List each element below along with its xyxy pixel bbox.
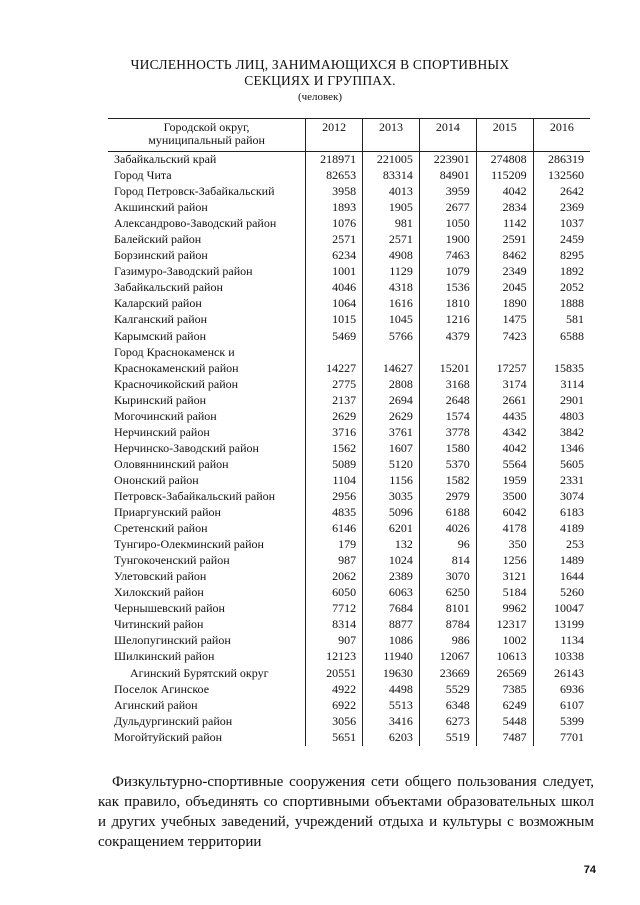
value-cell: 1574 [419,409,476,425]
value-cell: 5564 [476,457,533,473]
region-name-cell: Карымский район [114,328,206,343]
region-name-cell: Могочинский район [114,408,217,423]
table-row [108,617,590,633]
region-name-cell: Тунгокоченский район [114,553,230,568]
value-cell: 2694 [363,393,420,409]
value-cell: 987 [306,553,363,569]
table-header-row [108,119,590,152]
value-cell: 1037 [533,216,590,232]
region-name-cell: Поселок Агинское [114,681,210,696]
value-cell: 1134 [533,633,590,649]
value-cell: 4342 [476,425,533,441]
value-cell: 2349 [476,264,533,280]
value-cell: 6107 [533,698,590,714]
table-row [108,232,590,248]
value-cell: 96 [419,537,476,553]
value-cell: 5605 [533,457,590,473]
value-cell: 5448 [476,714,533,730]
value-cell: 3778 [419,425,476,441]
value-cell: 1888 [533,296,590,312]
value-cell: 1616 [363,296,420,312]
value-cell: 2571 [306,232,363,248]
value-cell: 8101 [419,601,476,617]
table-row [108,184,590,200]
table-row [108,280,590,296]
value-cell: 2648 [419,393,476,409]
region-name-cell: Борзинский район [114,248,208,263]
region-name-cell: Кыринский район [114,392,207,407]
value-cell: 4042 [476,441,533,457]
value-cell: 2629 [363,409,420,425]
region-name-cell: Агинский район [114,697,198,712]
value-cell: 4318 [363,280,420,296]
value-cell: 6183 [533,505,590,521]
region-header-line-1: Городской округ, [163,120,250,134]
region-name-cell: Забайкальский край [114,152,217,166]
statistics-table [108,118,590,746]
table-row [108,682,590,698]
value-cell: 83314 [363,168,420,184]
value-cell [306,345,363,361]
value-cell: 1900 [419,232,476,248]
value-cell: 20551 [306,666,363,682]
value-cell: 1015 [306,312,363,328]
value-cell: 7684 [363,601,420,617]
value-cell: 907 [306,633,363,649]
value-cell: 7463 [419,248,476,264]
value-cell: 4189 [533,521,590,537]
value-cell: 9962 [476,601,533,617]
value-cell: 2591 [476,232,533,248]
value-cell: 4922 [306,682,363,698]
value-cell: 15201 [419,361,476,377]
value-cell: 253 [533,537,590,553]
value-cell: 3716 [306,425,363,441]
value-cell: 1346 [533,441,590,457]
value-cell: 1644 [533,569,590,585]
value-cell [476,345,533,361]
value-cell: 4046 [306,280,363,296]
value-cell: 1142 [476,216,533,232]
value-cell: 6188 [419,505,476,521]
value-cell: 7701 [533,730,590,746]
value-cell: 6348 [419,698,476,714]
value-cell: 2062 [306,569,363,585]
value-cell: 1256 [476,553,533,569]
value-cell: 17257 [476,361,533,377]
value-cell: 3500 [476,489,533,505]
region-name-cell: Приаргунский район [114,505,221,520]
value-cell: 274808 [476,152,533,169]
region-name-cell: Нерчинский район [114,424,210,439]
value-cell: 5529 [419,682,476,698]
value-cell: 581 [533,312,590,328]
region-name-cell: Краснокаменский район [114,360,239,375]
value-cell: 1104 [306,473,363,489]
value-cell: 2901 [533,393,590,409]
value-cell: 7487 [476,730,533,746]
region-name-cell: Акшинский район [114,200,208,215]
value-cell: 14627 [363,361,420,377]
value-cell: 4803 [533,409,590,425]
region-name-cell: Чернышевский район [114,601,225,616]
value-cell: 986 [419,633,476,649]
value-cell: 12317 [476,617,533,633]
value-cell: 1582 [419,473,476,489]
value-cell: 3761 [363,425,420,441]
value-cell: 1536 [419,280,476,296]
table-row [108,361,590,377]
value-cell: 10338 [533,649,590,665]
value-cell: 4908 [363,248,420,264]
value-cell: 1156 [363,473,420,489]
value-cell: 5120 [363,457,420,473]
region-name-cell: Улетовский район [114,569,207,584]
title-line-1: ЧИСЛЕННОСТЬ ЛИЦ, ЗАНИМАЮЩИХСЯ В СПОРТИВНЫХ [130,57,510,72]
table-row [108,345,590,361]
value-cell: 7712 [306,601,363,617]
value-cell: 3842 [533,425,590,441]
value-cell: 2369 [533,200,590,216]
region-column-header [108,119,306,152]
value-cell: 115209 [476,168,533,184]
value-cell: 3056 [306,714,363,730]
region-name-cell: Дульдургинский район [114,713,233,728]
table-row [108,425,590,441]
region-name-cell: Оловяннинский район [114,456,229,471]
value-cell: 2979 [419,489,476,505]
table-row [108,537,590,553]
value-cell: 12067 [419,649,476,665]
region-name-cell: Забайкальский район [114,280,223,295]
value-cell: 2677 [419,200,476,216]
year-column-header: 2016 [533,119,590,152]
value-cell: 4435 [476,409,533,425]
table-row [108,730,590,746]
year-column-header: 2015 [476,119,533,152]
value-cell: 6249 [476,698,533,714]
value-cell: 6273 [419,714,476,730]
table-row [108,216,590,232]
value-cell: 6063 [363,585,420,601]
value-cell: 2775 [306,377,363,393]
table-row [108,489,590,505]
table-row [108,505,590,521]
value-cell: 7385 [476,682,533,698]
value-cell: 5399 [533,714,590,730]
region-name-cell: Читинский район [114,617,204,632]
value-cell: 1064 [306,296,363,312]
title-line-2: СЕКЦИЯХ И ГРУППАХ. [244,73,396,88]
value-cell: 3035 [363,489,420,505]
value-cell: 1810 [419,296,476,312]
value-cell: 4835 [306,505,363,521]
region-name-cell: Город Чита [114,168,172,183]
value-cell: 218971 [306,152,363,169]
value-cell: 1489 [533,553,590,569]
region-name-cell: Агинский Бурятский округ [130,665,269,680]
value-cell: 1045 [363,312,420,328]
region-name-cell: Хилокский район [114,585,204,600]
value-cell: 2834 [476,200,533,216]
table-row [108,569,590,585]
value-cell: 1076 [306,216,363,232]
value-cell: 5766 [363,329,420,345]
value-cell: 179 [306,537,363,553]
table-row [108,714,590,730]
value-cell: 4498 [363,682,420,698]
value-cell: 2045 [476,280,533,296]
value-cell: 221005 [363,152,420,169]
table-row [108,264,590,280]
table-row [108,409,590,425]
value-cell: 5513 [363,698,420,714]
table-row [108,553,590,569]
region-name-cell: Город Петровск-Забайкальский [114,184,275,199]
year-column-header: 2013 [363,119,420,152]
value-cell: 1129 [363,264,420,280]
value-cell: 5096 [363,505,420,521]
value-cell: 3168 [419,377,476,393]
region-name-cell: Балейский район [114,232,202,247]
value-cell: 10047 [533,601,590,617]
value-cell: 5469 [306,329,363,345]
value-cell: 6936 [533,682,590,698]
value-cell: 8314 [306,617,363,633]
value-cell: 2052 [533,280,590,296]
value-cell: 12123 [306,649,363,665]
value-cell: 6146 [306,521,363,537]
value-cell: 1475 [476,312,533,328]
value-cell: 15835 [533,361,590,377]
region-name-cell: Тунгиро-Олекминский район [114,537,264,552]
value-cell: 6588 [533,329,590,345]
region-name-cell: Красночикойский район [114,376,239,391]
value-cell: 4379 [419,329,476,345]
table-row [108,601,590,617]
region-name-cell: Петровск-Забайкальский район [114,488,276,503]
value-cell: 1001 [306,264,363,280]
value-cell: 3958 [306,184,363,200]
value-cell: 5519 [419,730,476,746]
table-row [108,168,590,184]
value-cell: 2571 [363,232,420,248]
value-cell: 1086 [363,633,420,649]
value-cell: 1890 [476,296,533,312]
value-cell: 6250 [419,585,476,601]
value-cell: 132560 [533,168,590,184]
value-cell: 1050 [419,216,476,232]
value-cell: 5089 [306,457,363,473]
value-cell: 3121 [476,569,533,585]
table-row [108,457,590,473]
value-cell: 82653 [306,168,363,184]
value-cell: 8784 [419,617,476,633]
value-cell: 1607 [363,441,420,457]
year-column-header: 2014 [419,119,476,152]
table-body [108,152,590,746]
value-cell: 8462 [476,248,533,264]
value-cell: 2459 [533,232,590,248]
value-cell: 1562 [306,441,363,457]
value-cell: 4013 [363,184,420,200]
region-name-cell: Сретенский район [114,521,208,536]
table-row [108,521,590,537]
value-cell: 5370 [419,457,476,473]
value-cell: 6042 [476,505,533,521]
value-cell: 5184 [476,585,533,601]
value-cell: 84901 [419,168,476,184]
value-cell: 2137 [306,393,363,409]
value-cell: 8295 [533,248,590,264]
value-cell [533,345,590,361]
page-number: 74 [583,864,596,876]
value-cell: 6201 [363,521,420,537]
value-cell: 1002 [476,633,533,649]
value-cell: 1893 [306,200,363,216]
value-cell: 6050 [306,585,363,601]
value-cell: 814 [419,553,476,569]
value-cell: 1959 [476,473,533,489]
value-cell: 6203 [363,730,420,746]
value-cell: 14227 [306,361,363,377]
region-name-cell: Александрово-Заводский район [114,216,277,231]
value-cell: 3114 [533,377,590,393]
table-row [108,698,590,714]
value-cell: 3416 [363,714,420,730]
value-cell: 223901 [419,152,476,169]
table-row [108,248,590,264]
table-row [108,312,590,328]
year-column-header: 2012 [306,119,363,152]
value-cell: 132 [363,537,420,553]
value-cell: 2642 [533,184,590,200]
value-cell: 350 [476,537,533,553]
value-cell: 2808 [363,377,420,393]
body-paragraph: Физкультурно-спортивные сооружения сети общего пользования следует, как правило, объединять со спортивными объектами образовательных школ и других учебных заведений, учреждений отдыха и культуры с возможным сокращением территории [98,774,594,850]
value-cell: 286319 [533,152,590,169]
region-name-cell: Город Краснокаменск и [114,344,235,359]
value-cell: 11940 [363,649,420,665]
value-cell: 3959 [419,184,476,200]
value-cell: 10613 [476,649,533,665]
table-row [108,393,590,409]
region-name-cell: Могойтуйский район [114,729,223,744]
value-cell: 1892 [533,264,590,280]
table-row [108,377,590,393]
table-row [108,441,590,457]
value-cell: 1216 [419,312,476,328]
value-cell: 1079 [419,264,476,280]
value-cell: 4026 [419,521,476,537]
value-cell: 3070 [419,569,476,585]
region-name-cell: Шилкинский район [114,649,215,664]
value-cell: 8877 [363,617,420,633]
value-cell: 2389 [363,569,420,585]
value-cell: 26143 [533,666,590,682]
value-cell: 2661 [476,393,533,409]
value-cell: 1024 [363,553,420,569]
value-cell: 1905 [363,200,420,216]
region-name-cell: Нерчинско-Заводский район [114,440,259,455]
value-cell: 4042 [476,184,533,200]
value-cell [363,345,420,361]
region-name-cell: Калганский район [114,312,208,327]
region-name-cell: Каларский район [114,296,202,311]
value-cell: 19630 [363,666,420,682]
region-name-cell: Газимуро-Заводский район [114,264,253,279]
region-header-line-2: муниципальный район [148,133,265,147]
value-cell: 2629 [306,409,363,425]
region-name-cell: Шелопугинский район [114,633,231,648]
units-label: (человек) [297,91,343,103]
value-cell: 5651 [306,730,363,746]
value-cell: 13199 [533,617,590,633]
value-cell: 2331 [533,473,590,489]
value-cell: 23669 [419,666,476,682]
value-cell: 6234 [306,248,363,264]
value-cell: 1580 [419,441,476,457]
table-row [108,200,590,216]
value-cell: 3074 [533,489,590,505]
table-row [108,666,590,682]
value-cell [419,345,476,361]
value-cell: 3174 [476,377,533,393]
table-row [108,152,590,169]
table-row [108,329,590,345]
table-row [108,649,590,665]
value-cell: 981 [363,216,420,232]
value-cell: 26569 [476,666,533,682]
value-cell: 6922 [306,698,363,714]
value-cell: 2956 [306,489,363,505]
value-cell: 7423 [476,329,533,345]
table-row [108,633,590,649]
table-row [108,585,590,601]
table-row [108,473,590,489]
value-cell: 5260 [533,585,590,601]
table-row [108,296,590,312]
value-cell: 4178 [476,521,533,537]
document-title [120,57,520,89]
region-name-cell: Ононский район [114,472,199,487]
